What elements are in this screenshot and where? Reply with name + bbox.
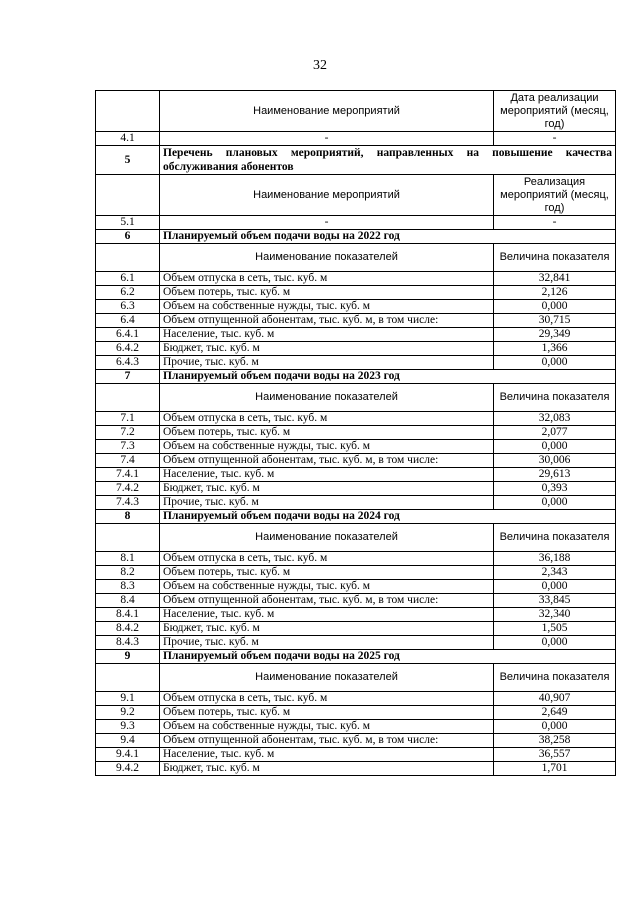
header-date-cell: Реализация мероприятий (месяц, год) <box>494 175 616 216</box>
table-row <box>96 496 616 510</box>
row-num: 7.4.1 <box>96 468 160 482</box>
row-value: 2,126 <box>494 286 616 300</box>
row-name: Объем отпущенной абонентам, тыс. куб. м, в том числе: <box>160 734 494 748</box>
page-number: 32 <box>313 58 327 73</box>
table-row <box>96 482 616 496</box>
table-row <box>96 468 616 482</box>
header-value-cell: Величина показателя <box>494 244 616 272</box>
row-name: Объем отпуска в сеть, тыс. куб. м <box>160 692 494 706</box>
table-row <box>96 622 616 636</box>
row-value: - <box>494 216 616 230</box>
section-row-6 <box>96 230 616 244</box>
row-num: 7.4.2 <box>96 482 160 496</box>
row-value: - <box>494 132 616 146</box>
section-num: 8 <box>96 510 160 524</box>
table-row <box>96 608 616 622</box>
row-value: 30,006 <box>494 454 616 468</box>
row-value: 32,340 <box>494 608 616 622</box>
row-num: 6.4.1 <box>96 328 160 342</box>
table-row <box>96 342 616 356</box>
table-row <box>96 314 616 328</box>
row-name: Объем отпуска в сеть, тыс. куб. м <box>160 272 494 286</box>
section-row-7 <box>96 370 616 384</box>
header-num-cell <box>96 91 160 132</box>
row-num: 8.4.1 <box>96 608 160 622</box>
row-value: 0,000 <box>494 300 616 314</box>
row-name: Объем на собственные нужды, тыс. куб. м <box>160 720 494 734</box>
header-num-cell <box>96 175 160 216</box>
table-row <box>96 286 616 300</box>
row-num: 6.2 <box>96 286 160 300</box>
row-value: 30,715 <box>494 314 616 328</box>
row-value: 0,000 <box>494 356 616 370</box>
row-value: 0,000 <box>494 496 616 510</box>
row-value: 0,000 <box>494 720 616 734</box>
row-name: Население, тыс. куб. м <box>160 468 494 482</box>
row-num: 6.4 <box>96 314 160 328</box>
row-value: 38,258 <box>494 734 616 748</box>
row-num: 9.4.1 <box>96 748 160 762</box>
row-name: Объем на собственные нужды, тыс. куб. м <box>160 300 494 314</box>
table-row <box>96 300 616 314</box>
section-row-9 <box>96 650 616 664</box>
row-num: 8.4.2 <box>96 622 160 636</box>
row-name: Население, тыс. куб. м <box>160 608 494 622</box>
header-date-cell: Дата реализации мероприятий (месяц, год) <box>494 91 616 132</box>
indicator-header-row <box>96 244 616 272</box>
row-name: Объем на собственные нужды, тыс. куб. м <box>160 440 494 454</box>
row-name: Объем отпущенной абонентам, тыс. куб. м, в том числе: <box>160 454 494 468</box>
header-value-cell: Величина показателя <box>494 664 616 692</box>
row-num: 8.4 <box>96 594 160 608</box>
row-name: Объем отпущенной абонентам, тыс. куб. м, в том числе: <box>160 314 494 328</box>
table-row <box>96 720 616 734</box>
section-row-8 <box>96 510 616 524</box>
table-row <box>96 706 616 720</box>
section-num: 9 <box>96 650 160 664</box>
row-value: 0,000 <box>494 580 616 594</box>
table-row <box>96 328 616 342</box>
header-name-cell: Наименование показателей <box>160 664 494 692</box>
indicator-header-row <box>96 384 616 412</box>
row-name: Объем потерь, тыс. куб. м <box>160 286 494 300</box>
row-value: 40,907 <box>494 692 616 706</box>
section-num: 6 <box>96 230 160 244</box>
table-row <box>96 566 616 580</box>
row-num: 9.1 <box>96 692 160 706</box>
header-value-cell: Величина показателя <box>494 524 616 552</box>
table-row <box>96 132 616 146</box>
table-row <box>96 692 616 706</box>
row-name: Прочие, тыс. куб. м <box>160 356 494 370</box>
row-num: 4.1 <box>96 132 160 146</box>
row-value: 33,845 <box>494 594 616 608</box>
row-value: 0,393 <box>494 482 616 496</box>
row-num: 9.2 <box>96 706 160 720</box>
table-header-row <box>96 91 616 132</box>
measures-table <box>95 90 616 776</box>
row-value: 1,366 <box>494 342 616 356</box>
section-num: 5 <box>96 146 160 175</box>
table-body <box>96 91 616 776</box>
table-row <box>96 762 616 776</box>
header-name-cell: Наименование показателей <box>160 244 494 272</box>
header-num-cell <box>96 524 160 552</box>
row-value: 32,841 <box>494 272 616 286</box>
table-row <box>96 356 616 370</box>
row-num: 9.3 <box>96 720 160 734</box>
section-row-5 <box>96 146 616 175</box>
header-name-cell: Наименование показателей <box>160 384 494 412</box>
row-value: 0,000 <box>494 636 616 650</box>
row-num: 8.2 <box>96 566 160 580</box>
row-name: Прочие, тыс. куб. м <box>160 496 494 510</box>
row-num: 9.4.2 <box>96 762 160 776</box>
section-title: Планируемый объем подачи воды на 2022 год <box>160 230 616 244</box>
row-value: 2,649 <box>494 706 616 720</box>
section-title: Планируемый объем подачи воды на 2023 год <box>160 370 616 384</box>
row-num: 8.3 <box>96 580 160 594</box>
header-num-cell <box>96 664 160 692</box>
row-value: 2,343 <box>494 566 616 580</box>
row-num: 7.1 <box>96 412 160 426</box>
row-name: Бюджет, тыс. куб. м <box>160 482 494 496</box>
row-value: 1,701 <box>494 762 616 776</box>
row-num: 5.1 <box>96 216 160 230</box>
header-name-cell: Наименование мероприятий <box>160 91 494 132</box>
row-name: Объем отпущенной абонентам, тыс. куб. м, в том числе: <box>160 594 494 608</box>
row-num: 6.1 <box>96 272 160 286</box>
row-value: 2,077 <box>494 426 616 440</box>
row-num: 7.4.3 <box>96 496 160 510</box>
row-name: Объем на собственные нужды, тыс. куб. м <box>160 580 494 594</box>
header-num-cell <box>96 384 160 412</box>
row-num: 7.3 <box>96 440 160 454</box>
section-title: Перечень плановых мероприятий, направленных на повышение качества обслуживания абонентов <box>160 146 616 175</box>
row-num: 8.4.3 <box>96 636 160 650</box>
section-title: Планируемый объем подачи воды на 2025 год <box>160 650 616 664</box>
table-row <box>96 734 616 748</box>
row-name: Объем отпуска в сеть, тыс. куб. м <box>160 552 494 566</box>
section-title: Планируемый объем подачи воды на 2024 год <box>160 510 616 524</box>
row-num: 6.3 <box>96 300 160 314</box>
row-value: 29,349 <box>494 328 616 342</box>
table-row <box>96 580 616 594</box>
row-value: 36,188 <box>494 552 616 566</box>
row-num: 6.4.2 <box>96 342 160 356</box>
row-num: 8.1 <box>96 552 160 566</box>
row-value: 32,083 <box>494 412 616 426</box>
row-name: Прочие, тыс. куб. м <box>160 636 494 650</box>
row-num: 6.4.3 <box>96 356 160 370</box>
row-name: Бюджет, тыс. куб. м <box>160 622 494 636</box>
table-row <box>96 748 616 762</box>
row-name: Объем потерь, тыс. куб. м <box>160 426 494 440</box>
row-value: 29,613 <box>494 468 616 482</box>
row-value: 1,505 <box>494 622 616 636</box>
row-num: 7.4 <box>96 454 160 468</box>
indicator-header-row <box>96 524 616 552</box>
row-num: 7.2 <box>96 426 160 440</box>
row-name: - <box>160 132 494 146</box>
table-row <box>96 412 616 426</box>
row-num: 9.4 <box>96 734 160 748</box>
header-name-cell: Наименование мероприятий <box>160 175 494 216</box>
table-row <box>96 636 616 650</box>
row-name: Население, тыс. куб. м <box>160 328 494 342</box>
table-row <box>96 440 616 454</box>
header-value-cell: Величина показателя <box>494 384 616 412</box>
table-row <box>96 426 616 440</box>
row-value: 36,557 <box>494 748 616 762</box>
section-5-header-row <box>96 175 616 216</box>
header-num-cell <box>96 244 160 272</box>
table-row <box>96 594 616 608</box>
table-row <box>96 216 616 230</box>
row-name: Население, тыс. куб. м <box>160 748 494 762</box>
row-name: Объем потерь, тыс. куб. м <box>160 706 494 720</box>
header-name-cell: Наименование показателей <box>160 524 494 552</box>
table-row <box>96 454 616 468</box>
indicator-header-row <box>96 664 616 692</box>
row-name: - <box>160 216 494 230</box>
row-name: Бюджет, тыс. куб. м <box>160 342 494 356</box>
row-name: Объем потерь, тыс. куб. м <box>160 566 494 580</box>
row-value: 0,000 <box>494 440 616 454</box>
table-row <box>96 552 616 566</box>
table-row <box>96 272 616 286</box>
row-name: Объем отпуска в сеть, тыс. куб. м <box>160 412 494 426</box>
row-name: Бюджет, тыс. куб. м <box>160 762 494 776</box>
section-num: 7 <box>96 370 160 384</box>
